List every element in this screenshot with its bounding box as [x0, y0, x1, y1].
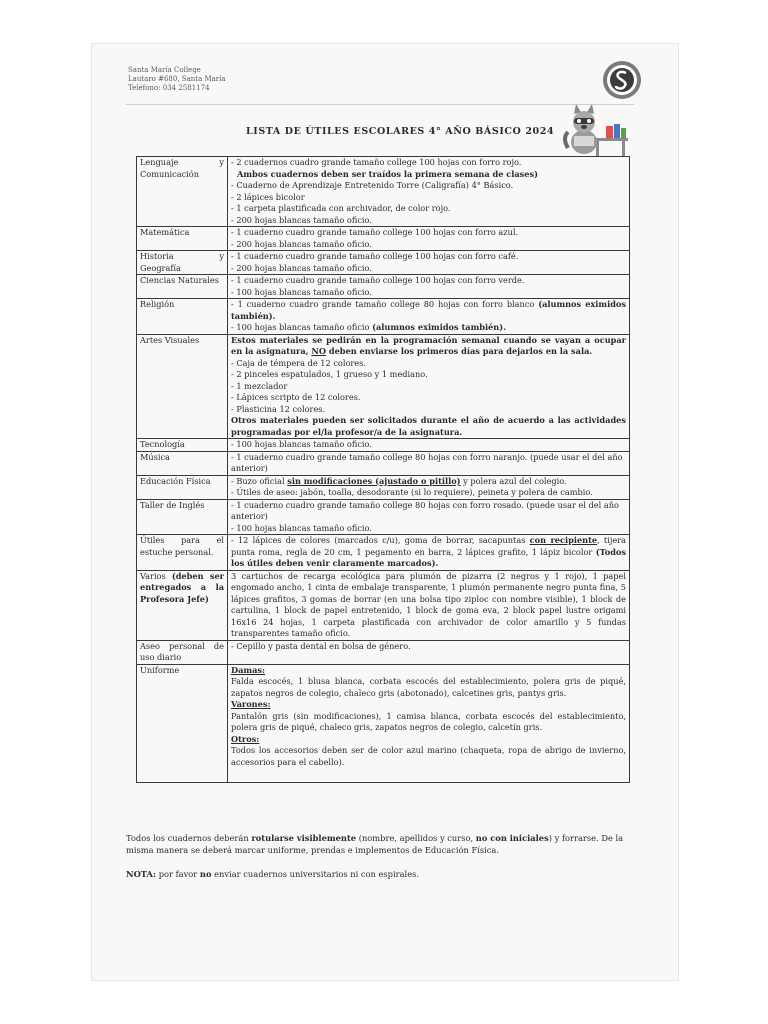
item-emphasis: (alumnos eximidos también).	[231, 299, 626, 321]
list-item: - Cuaderno de Aprendizaje Entretenido Torre (Caligrafía) 4° Básico.	[231, 180, 514, 190]
item-text: y polera azul del colegio.	[463, 475, 567, 486]
list-item	[231, 322, 626, 334]
items-cell	[228, 570, 630, 640]
list-item: - 1 cuaderno cuadro grande tamaño college 80 hojas con forro naranjo. (puede usar el del año anterior)	[231, 451, 623, 473]
list-item: - 200 hojas blancas tamaño oficio.	[231, 238, 372, 249]
items-cell	[228, 227, 630, 251]
list-item: - Cepillo y pasta dental en bolsa de género.	[231, 640, 411, 651]
uniform-section-text: Falda escocés, 1 blusa blanca, corbata escocés del establecimiento, polera gris de piqué, zapatos negros de colegio, chaleco gris (abotonado), calcetines gris, pantys gris.	[231, 676, 626, 698]
subject-cell: Historia y Geografía	[137, 251, 228, 275]
list-item: - Útiles de aseo: jabón, toalla, desodorante (si lo requiere), peineta y polera de cambio.	[231, 487, 593, 497]
table-row	[137, 664, 630, 783]
subject-cell: Uniforme	[137, 664, 228, 783]
list-item: - 100 hojas blancas tamaño oficio.	[231, 522, 372, 533]
list-item: 3 cartuchos de recarga ecológica para plumón de pizarra (2 negros y 1 rojo), 1 papel engomado ancho, 1 cinta de embalaje transparente, 1 plumón permanente negro punta fina, 5 lápices grafitos, 3 gomas de borrar (en una bolsa tipo ziploc con nombre visible), 1 block de cartulina, 1 block de papel entretenido, 1 block de goma eva, 2 block papel lustre origami 16x16 24 hojas, 1 carpeta plastificada con archivador de color amarillo y 5 fundas transparentes tamaño oficio.	[231, 570, 626, 638]
list-item: - 100 hojas blancas tamaño oficio.	[231, 286, 372, 297]
list-item: - Plasticina 12 colores.	[231, 403, 326, 414]
item-text: - Buzo oficial	[231, 475, 285, 486]
list-item: - 1 cuaderno cuadro grande tamaño college 80 hojas con forro rosado. (puede usar el del año anterior)	[231, 499, 619, 521]
supplies-table	[136, 156, 630, 783]
nota	[126, 868, 638, 880]
items-cell	[228, 499, 630, 535]
table-row	[137, 275, 630, 299]
list-item: - 200 hojas blancas tamaño oficio.	[231, 214, 372, 225]
list-item: - 1 cuaderno cuadro grande tamaño college 100 hojas con forro verde.	[231, 275, 525, 285]
subject-cell: Taller de Inglés	[137, 499, 228, 535]
table-row	[137, 535, 630, 571]
subject-cell: Artes Visuales	[137, 334, 228, 439]
items-cell	[228, 535, 630, 571]
document-page	[92, 44, 678, 980]
item-text: - 1 cuaderno cuadro grande tamaño college 80 hojas con forro blanco	[231, 299, 535, 309]
note-text: ) y forrarse. De la misma manera se deberá marcar uniforme, prendas e implementos de Educación Física.	[126, 833, 624, 855]
intro-emphasis: NO	[311, 346, 326, 356]
table-row	[137, 499, 630, 535]
list-item: - Caja de témpera de 12 colores.	[231, 357, 366, 368]
subject-cell: Educación Física	[137, 475, 228, 499]
list-item: - 200 hojas blancas tamaño oficio.	[231, 262, 372, 273]
list-item: - 100 hojas blancas tamaño oficio.	[231, 439, 372, 449]
list-item: - 1 cuaderno cuadro grande tamaño college 100 hojas con forro café.	[231, 251, 519, 261]
subject-cell: Útiles para el estuche personal.	[137, 535, 228, 571]
items-cell	[228, 640, 630, 664]
school-header	[128, 66, 226, 93]
subject-cell: Religión	[137, 299, 228, 335]
uniform-section-text: Todos los accesorios deben ser de color azul marino (chaqueta, ropa de abrigo de invierno, accesorios para el cabello).	[231, 745, 626, 767]
labeling-note	[126, 832, 638, 856]
subject-cell: Tecnología	[137, 439, 228, 452]
artes-intro	[231, 335, 626, 358]
table-row	[137, 570, 630, 640]
uniform-section-label: Varones:	[231, 699, 271, 709]
document-title: LISTA DE ÚTILES ESCOLARES 4° AÑO BÁSICO 2024	[246, 126, 555, 137]
nota-label: NOTA:	[126, 869, 157, 879]
school-address: Lautaro #680, Santa María	[128, 75, 226, 83]
subject-cell: Música	[137, 451, 228, 475]
note-emphasis: rotularse visiblemente	[251, 833, 357, 843]
items-cell	[228, 439, 630, 452]
list-item: - 2 lápices bicolor	[231, 191, 305, 202]
note-text: por favor	[158, 869, 198, 879]
item-emphasis: sin modificaciones (ajustado o pitillo)	[287, 475, 461, 486]
list-item	[231, 299, 626, 322]
item-text: , tijera punta roma, regla de 20 cm, 1 pegamento en barra, 2 lápices grafito, 1 lápiz bicolor	[231, 535, 627, 557]
item-emphasis: con recipiente	[529, 535, 598, 545]
list-item: - 1 mezclador	[231, 380, 288, 391]
table-row	[137, 451, 630, 475]
footer-notes	[126, 832, 638, 892]
items-cell	[228, 275, 630, 299]
item-emphasis: (alumnos eximidos también).	[372, 322, 506, 332]
subject-text: Varios	[140, 570, 166, 581]
items-cell	[228, 475, 630, 499]
list-item: - 2 pinceles espatulados, 1 grueso y 1 mediano.	[231, 369, 428, 379]
intro-text: deben enviarse los primeros días para dejarlos en la sala.	[328, 346, 593, 356]
list-item: - 2 cuadernos cuadro grande tamaño college 100 hojas con forro rojo.	[231, 157, 522, 167]
list-item	[231, 535, 626, 570]
list-item: - 1 carpeta plastificada con archivador, de color rojo.	[231, 203, 451, 213]
note-emphasis: no con iniciales	[475, 833, 549, 843]
items-cell	[228, 664, 630, 783]
list-item: Ambos cuadernos deben ser traídos la primera semana de clases)	[237, 168, 538, 179]
item-text: - 12 lápices de colores (marcados c/u), goma de borrar, sacapuntas	[231, 535, 526, 545]
table-row	[137, 475, 630, 499]
school-name: Santa María College	[128, 66, 201, 74]
table-row	[137, 334, 630, 439]
list-item: - Lápices scripto de 12 colores.	[231, 392, 361, 402]
note-text: (nombre, apellidos y curso,	[358, 833, 474, 843]
table-row	[137, 227, 630, 251]
subject-cell: Matemática	[137, 227, 228, 251]
uniform-section-label: Otros:	[231, 733, 260, 744]
table-row	[137, 640, 630, 664]
subject-emphasis: (deben ser entregados a la Profesora Jefe)	[140, 570, 224, 604]
table-row	[137, 251, 630, 275]
school-phone: Teléfono: 034 2581174	[128, 84, 210, 92]
note-emphasis: no	[199, 869, 212, 879]
note-text: enviar cuadernos universitarios ni con espirales.	[214, 869, 419, 879]
table-row	[137, 439, 630, 452]
item-text: - 100 hojas blancas tamaño oficio	[231, 322, 370, 332]
subject-cell: Ciencias Naturales	[137, 275, 228, 299]
list-item	[231, 476, 626, 488]
items-cell	[228, 451, 630, 475]
list-item: - 1 cuaderno cuadro grande tamaño college 100 hojas con forro azul.	[231, 227, 519, 237]
items-cell	[228, 251, 630, 275]
items-cell	[228, 299, 630, 335]
table-row	[137, 157, 630, 227]
subject-cell	[137, 570, 228, 640]
subject-cell: Lenguaje y Comunicación	[137, 157, 228, 227]
uniform-section-text: Pantalón gris (sin modificaciones), 1 camisa blanca, corbata escocés del establecimiento, polera gris de piqué, chaleco gris, zapatos negros de colegio, calcetín gris.	[231, 710, 626, 732]
note-text: Todos los cuadernos deberán	[126, 833, 249, 843]
subject-cell: Aseo personal de uso diario	[137, 640, 228, 664]
artes-outro: Otros materiales pueden ser solicitados durante el año de acuerdo a las actividades programadas por el/la profesor/a de la asignatura.	[231, 415, 626, 437]
intro-text: Estos materiales se pedirán en la programación semanal cuando se vayan a ocupar en la asignatura,	[231, 334, 626, 356]
school-crest-icon	[602, 60, 642, 100]
items-cell	[228, 157, 630, 227]
header-divider	[126, 104, 634, 105]
table-row	[137, 299, 630, 335]
uniform-section-label: Damas:	[231, 664, 266, 675]
raccoon-student-mascot-icon	[560, 98, 630, 158]
item-emphasis: (Todos los útiles deben venir claramente marcados).	[231, 546, 626, 568]
items-cell	[228, 334, 630, 439]
